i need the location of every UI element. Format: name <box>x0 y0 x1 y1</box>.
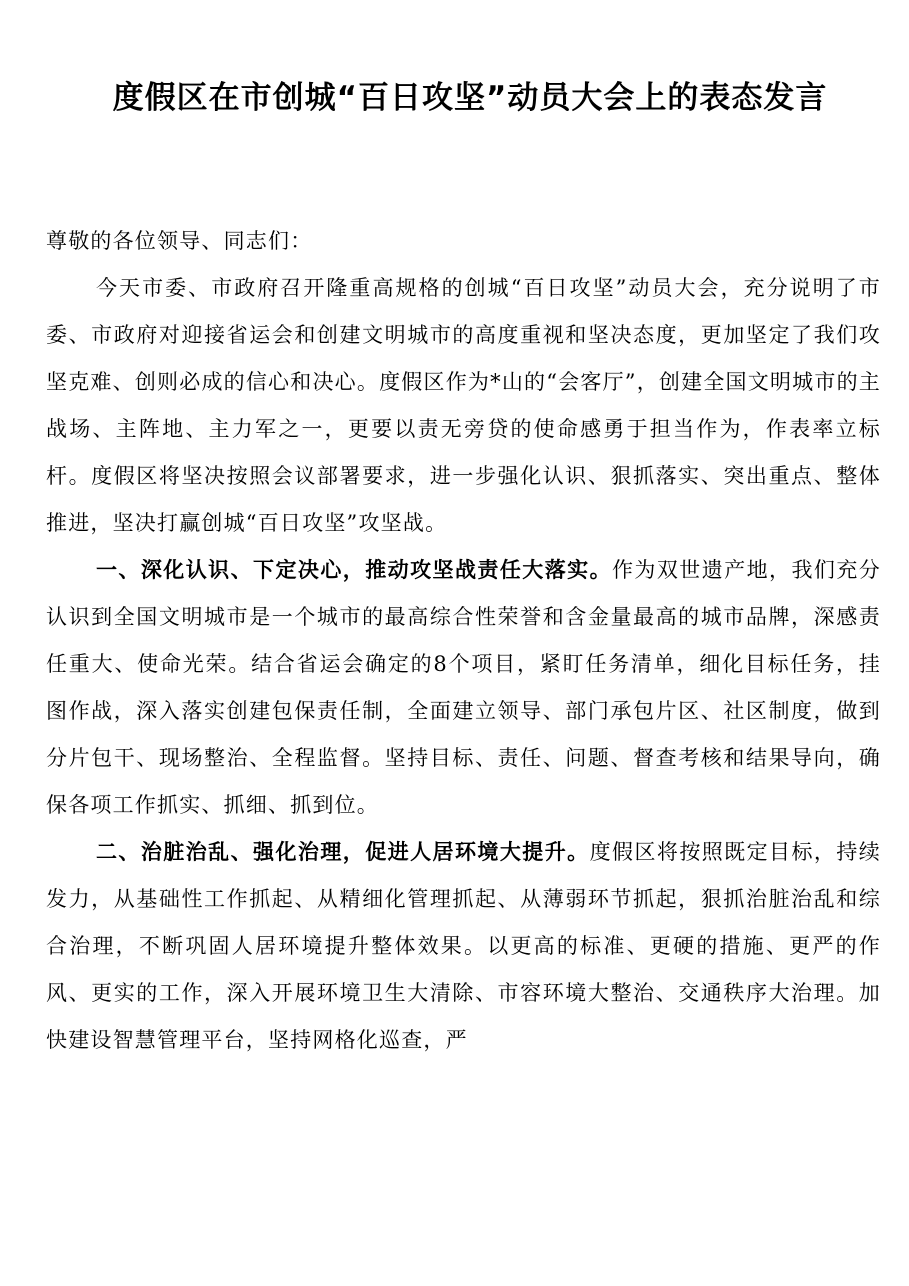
paragraph-section-1 <box>46 547 881 829</box>
document-body <box>46 218 881 1064</box>
salutation: 尊敬的各位领导、同志们： <box>46 229 313 253</box>
paragraph-text: 作为双世遗产地，我们充分认识到全国文明城市是一个城市的最高综合性荣誉和含金量最高的城市品牌，深感责任重大、使命光荣。结合省运会确定的8个项目，紧盯任务清单，细化目标任务，挂图作战，深入落实创建包保责任制，全面建立领导、部门承包片区、社区制度，做到分片包干、现场整治、全程监督。坚持目标、责任、问题、督查考核和结果导向，确保各项工作抓实、抓细、抓到位。 <box>46 558 881 817</box>
section-heading: 一、深化认识、下定决心，推动攻坚战责任大落实。 <box>96 558 612 582</box>
paragraph-section-2 <box>46 829 881 1064</box>
paragraph-text: 度假区将按照既定目标，持续发力，从基础性工作抓起、从精细化管理抓起、从薄弱环节抓起，狠抓治脏治乱和综合治理，不断巩固人居环境提升整体效果。以更高的标准、更硬的措施、更严的作风、更实的工作，深入开展环境卫生大清除、市容环境大整治、交通秩序大治理。加快建设智慧管理平台，坚持网格化巡查，严 <box>46 840 881 1052</box>
paragraph-intro <box>46 265 881 547</box>
paragraph-text: 今天市委、市政府召开隆重高规格的创城“百日攻坚”动员大会，充分说明了市委、市政府对迎接省运会和创建文明城市的高度重视和坚决态度，更加坚定了我们攻坚克难、创则必成的信心和决心。度假区作为*山的“会客厅”，创建全国文明城市的主战场、主阵地、主力军之一，更要以责无旁贷的使命感勇于担当作为，作表率立标杆。度假区将坚决按照会议部署要求，进一步强化认识、狠抓落实、突出重点、整体推进，坚决打赢创城“百日攻坚”攻坚战。 <box>46 276 881 535</box>
document-title: 度假区在市创城“百日攻坚”动员大会上的表态发言 <box>112 80 828 116</box>
section-heading: 二、治脏治乱、强化治理，促进人居环境大提升。 <box>96 840 590 864</box>
